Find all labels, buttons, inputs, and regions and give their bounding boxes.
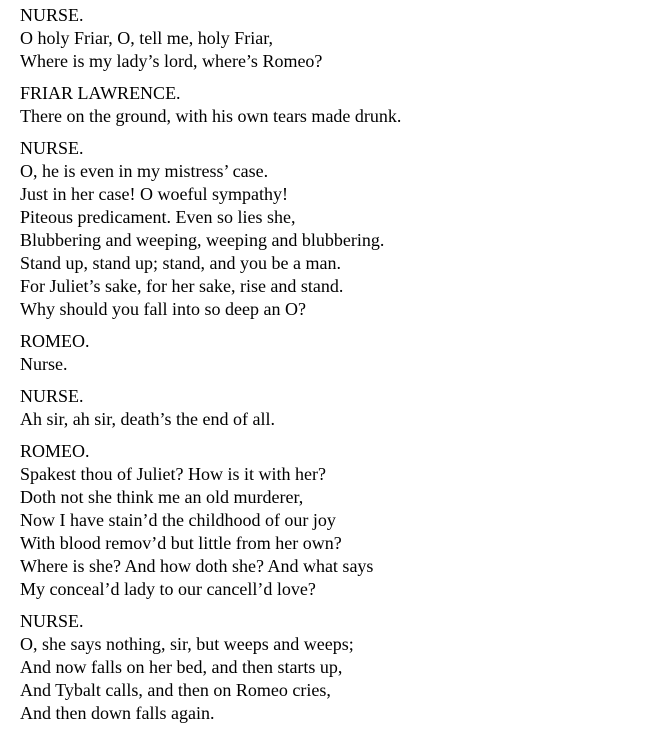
play-text [20,4,646,734]
speaker-name: FRIAR LAWRENCE. [20,83,181,103]
speech-block [20,385,646,431]
verse-line: Piteous predicament. Even so lies she, [20,207,296,227]
verse-line: There on the ground, with his own tears made drunk. [20,106,402,126]
speech-block [20,440,646,601]
speaker-name: NURSE. [20,386,84,406]
verse-line: And Tybalt calls, and then on Romeo cries, [20,680,331,700]
verse-line: Blubbering and weeping, weeping and blubbering. [20,230,385,250]
verse-line: And now falls on her bed, and then starts up, [20,657,343,677]
verse-line: Now I have stain’d the childhood of our joy [20,510,336,530]
verse-line: And then down falls again. [20,703,215,723]
verse-line: Spakest thou of Juliet? How is it with her? [20,464,326,484]
speaker-name: ROMEO. [20,441,90,461]
verse-line: Where is she? And how doth she? And what says [20,556,374,576]
speech-block [20,137,646,321]
speaker-name: NURSE. [20,5,84,25]
verse-line: O, he is even in my mistress’ case. [20,161,269,181]
speaker-name: NURSE. [20,611,84,631]
verse-line: Where is my lady’s lord, where’s Romeo? [20,51,323,71]
verse-line: Just in her case! O woeful sympathy! [20,184,288,204]
verse-line: O holy Friar, O, tell me, holy Friar, [20,28,274,48]
verse-line: Stand up, stand up; stand, and you be a man. [20,253,341,273]
verse-line: With blood remov’d but little from her own? [20,533,342,553]
speaker-name: NURSE. [20,138,84,158]
verse-line: Doth not she think me an old murderer, [20,487,304,507]
speech-block [20,4,646,73]
speech-block [20,610,646,725]
verse-line: Nurse. [20,354,68,374]
speech-block [20,82,646,128]
verse-line: My conceal’d lady to our cancell’d love? [20,579,316,599]
speech-block [20,330,646,376]
verse-line: Ah sir, ah sir, death’s the end of all. [20,409,275,429]
speaker-name: ROMEO. [20,331,90,351]
verse-line: For Juliet’s sake, for her sake, rise and stand. [20,276,344,296]
verse-line: Why should you fall into so deep an O? [20,299,306,319]
verse-line: O, she says nothing, sir, but weeps and weeps; [20,634,354,654]
